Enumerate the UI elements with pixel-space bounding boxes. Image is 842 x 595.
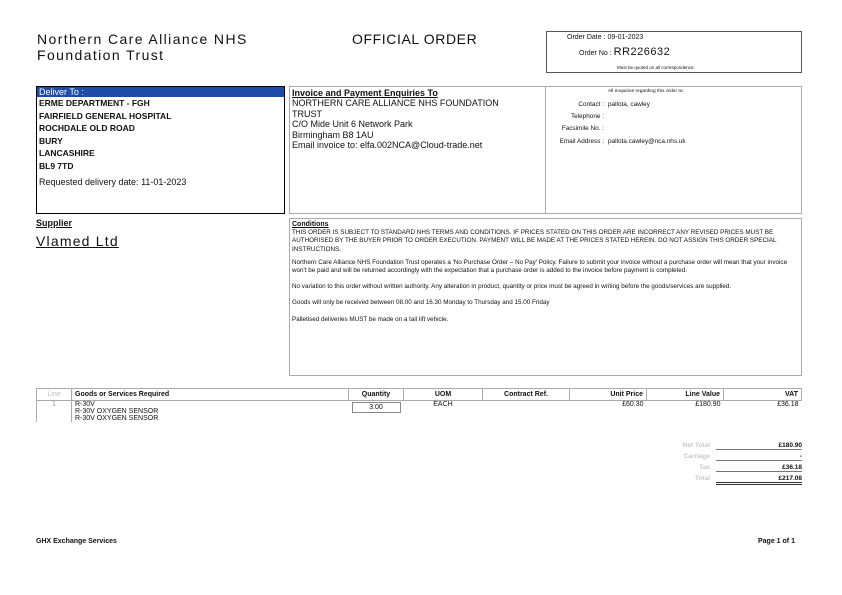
- col-header-line-value: Line Value: [647, 389, 724, 401]
- facsimile-label: Facsimile No. :: [561, 125, 604, 132]
- net-total-row: [600, 442, 802, 451]
- organisation-name: [37, 31, 248, 63]
- cell-uom: EACH: [433, 401, 453, 408]
- deliver-address-line: BURY: [39, 135, 63, 146]
- document-title: OFFICIAL ORDER: [352, 31, 478, 47]
- conditions-heading: Conditions: [292, 221, 329, 228]
- deliver-address-line: ROCHDALE OLD ROAD: [39, 123, 135, 134]
- carriage-value: -: [716, 453, 802, 461]
- order-number: RR226632: [613, 46, 671, 58]
- invoice-enquiries-box: [289, 86, 545, 214]
- col-header-unit-price: Unit Price: [570, 389, 647, 401]
- description-line: R-30V: [75, 401, 95, 408]
- enquiries-line: Birmingham B8 1AU: [292, 129, 374, 140]
- deliver-address-line: ERME DEPARTMENT - FGH: [39, 98, 150, 108]
- order-date: Order Date : 09-01-2023: [567, 34, 644, 41]
- total-row: [600, 475, 802, 484]
- conditions-paragraph: Palletised deliveries MUST be made on a tail lift vehicle.: [292, 315, 449, 323]
- conditions-paragraph: No variation to this order without written authority. Any alteration in product, quantity or price must be agreed in writing before the goods/services are supplied.: [292, 283, 732, 291]
- description-line: R-30V OXYGEN SENSOR: [75, 408, 159, 415]
- deliver-address-line: BL9 7TD: [39, 160, 74, 171]
- order-number-label: Order No :: [579, 50, 612, 57]
- col-header-quantity: Quantity: [349, 389, 404, 401]
- deliver-to-heading: Deliver To :: [37, 87, 284, 97]
- invoice-enquiries-address: [292, 98, 545, 151]
- contact-box: [545, 86, 802, 214]
- contact-note: All enquiries regarding this order to:: [608, 89, 684, 94]
- deliver-address-line: FAIRFIELD GENERAL HOSPITAL: [39, 110, 172, 121]
- enquiries-email: Email invoice to: elfa.002NCA@Cloud-trade.net: [292, 140, 483, 150]
- col-header-line: Line: [37, 389, 72, 401]
- carriage-row: [600, 453, 802, 462]
- cell-line: 1: [37, 401, 72, 423]
- order-lines-table: [36, 388, 802, 422]
- deliver-to-box: [36, 86, 285, 214]
- conditions-box: [289, 218, 802, 376]
- cell-contract-ref: [483, 401, 570, 423]
- deliver-address-line: LANCASHIRE: [39, 148, 95, 159]
- table-row: [37, 401, 802, 423]
- total-value: £217.08: [716, 475, 802, 485]
- supplier-name: Vlamed Ltd: [36, 233, 119, 249]
- supplier-heading: Supplier: [36, 218, 73, 228]
- net-total-label: Net Total: [682, 442, 710, 449]
- contact-label: Contact :: [578, 101, 604, 108]
- tax-label: Tax: [699, 464, 710, 471]
- cell-description: [72, 401, 349, 423]
- enquiries-line: C/O Mide Unit 6 Network Park: [292, 119, 413, 129]
- tax-value: £36.18: [716, 464, 802, 472]
- conditions-paragraph: Northern Care Alliance NHS Foundation Trust operates a 'No Purchase Order – No Pay' Policy. Failure to submit your invoice without a purchase order will mean that your invoice won't be paid and will be returned accordingly with the expectation that a purchase order is added to the invoice before payment is completed.: [292, 258, 788, 275]
- total-label: Total: [694, 475, 710, 482]
- order-number-note: Must be quoted on all correspondence.: [617, 65, 695, 70]
- description-line: R-30V OXYGEN SENSOR: [75, 415, 159, 422]
- email-value: pallota.cawley@nca.nhs.uk: [608, 138, 686, 145]
- quantity-value: 3.00: [352, 402, 401, 413]
- deliver-address: [37, 97, 284, 173]
- page-number: Page 1 of 1: [758, 538, 795, 545]
- email-label: Email Address :: [559, 138, 604, 145]
- col-header-contract-ref: Contract Ref.: [483, 389, 570, 401]
- requested-delivery-date: Requested delivery date: 11-01-2023: [39, 176, 187, 187]
- cell-unit-price: £60.30: [622, 401, 644, 408]
- conditions-paragraph: THIS ORDER IS SUBJECT TO STANDARD NHS TERMS AND CONDITIONS. IF PRICES STATED ON THIS ORDER ARE INCORRECT ANY REVISED PRICES MUST BE AUTHORISED BY THE BUYER PRIOR TO ORDER EXECUTION. PAYMENT WILL BE MADE AT THE PRICES STATED HEREIN. DO NOT ASSIGN THIS ORDER SPECIAL INSTRUCTIONS.: [292, 229, 777, 253]
- carriage-label: Carriage: [683, 453, 710, 460]
- cell-vat: £36.18: [777, 401, 799, 408]
- order-info-box: [546, 31, 802, 73]
- organisation-name-line2: Foundation Trust: [37, 47, 165, 63]
- col-header-goods: Goods or Services Required: [72, 389, 349, 401]
- conditions-paragraph: Goods will only be received between 08.00 and 16.30 Monday to Thursday and 15.00 Friday: [292, 299, 550, 307]
- col-header-vat: VAT: [724, 389, 802, 401]
- order-number-row: [579, 46, 670, 58]
- net-total-value: £180.90: [716, 442, 802, 450]
- col-header-uom: UOM: [404, 389, 483, 401]
- contact-value: pallota, cawley: [608, 101, 650, 108]
- organisation-name-line1: Northern Care Alliance NHS: [37, 31, 248, 47]
- footer-provider: GHX Exchange Services: [36, 538, 117, 545]
- enquiries-line: NORTHERN CARE ALLIANCE NHS FOUNDATION: [292, 98, 499, 108]
- invoice-enquiries-heading: Invoice and Payment Enquiries To: [292, 88, 438, 98]
- table-header-row: [37, 389, 802, 401]
- cell-line-value: £180.90: [695, 401, 721, 408]
- telephone-label: Telephone :: [570, 113, 604, 120]
- enquiries-line: TRUST: [292, 108, 322, 119]
- tax-row: [600, 464, 802, 473]
- cell-quantity: [349, 401, 404, 423]
